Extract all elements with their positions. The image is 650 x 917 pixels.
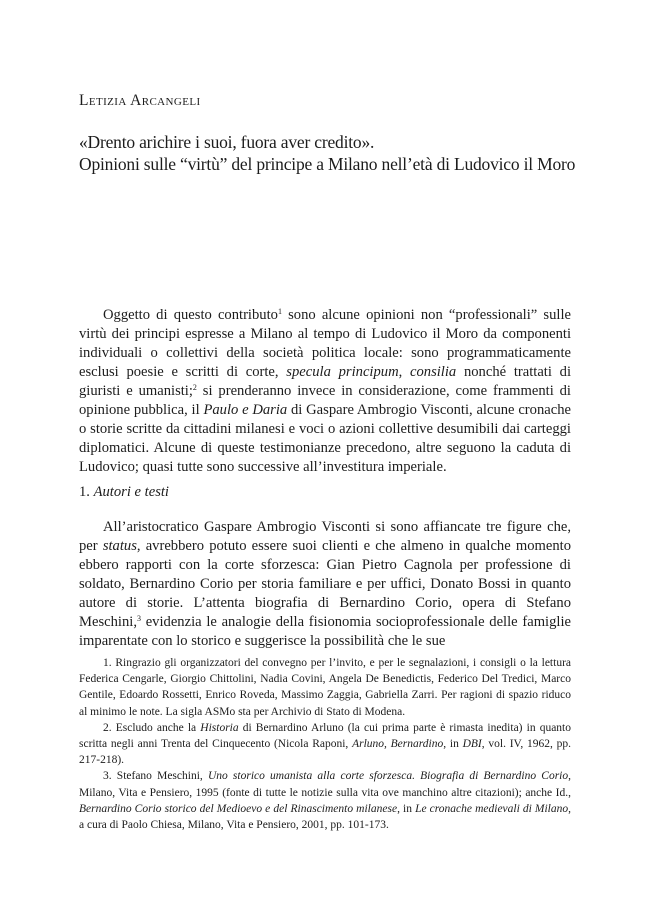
- text-run: , a cura di Paolo Chiesa, Milano, Vita e Pensiero, 2001, pp. 101-173.: [79, 802, 571, 832]
- text-run: , Milano, Vita e Pensiero, 1995 (fonte di tutte le notizie sulla vita ove manchino altre citazioni); anche Id.,: [79, 770, 571, 799]
- italic-title: Historia: [200, 721, 239, 734]
- intro-block: [79, 306, 571, 477]
- footnote-ref-2[interactable]: 2: [192, 383, 197, 392]
- section-number: 1.: [79, 484, 94, 500]
- footnote-3: [79, 768, 571, 833]
- text-run: ,: [398, 364, 410, 380]
- article-title: [79, 131, 599, 175]
- footnotes: [79, 655, 571, 833]
- text-run: di Gaspare Ambrogio Visconti, alcune cronache o storie scritte da cittadini milanesi e voci o azioni collettive desumibili dai carteggi diplomatici. Alcune di queste testimonianze precedono, altre seguono la caduta di Ludovico; quasi tutte sono successive all’investitura imperiale.: [79, 402, 571, 475]
- author-name: Letizia Arcangeli: [79, 92, 201, 109]
- footnote-ref-3[interactable]: 3: [136, 614, 141, 623]
- italic-title: Le cronache medievali di Milano: [415, 802, 569, 815]
- footnote-2: [79, 720, 571, 769]
- text-run: di Bernardino Arluno (la cui prima parte è rimasta inedita) in quanto scritta negli anni Trenta del Cinquecento (Nicola Raponi,: [79, 721, 571, 751]
- text-run: , in: [443, 738, 463, 751]
- section-paragraph: [79, 518, 571, 651]
- text-run: 2. Escludo anche la: [103, 721, 201, 734]
- text-run: 3. Stefano Meschini,: [103, 770, 208, 783]
- title-line-1: «Drento arichire i suoi, fuora aver credito».: [79, 132, 375, 152]
- italic-term: specula principum: [286, 364, 399, 380]
- italic-term: status: [102, 538, 137, 554]
- text-run: , in: [397, 802, 416, 815]
- text-run: nonché trattati di giuristi e umanisti;: [79, 364, 572, 399]
- text-run: sono alcune opinioni non “professionali” sulle virtù dei principi espresse a Milano al tempo di Ludovico il Moro da componenti individuali o collettivi della società politica locale: sono programmaticamente esclusi poesie e scritti di corte,: [79, 307, 571, 380]
- italic-title: Arluno, Bernardino: [352, 738, 444, 751]
- italic-title: Bernardino Corio storico del Medioevo e del Rinascimento milanese: [79, 802, 398, 815]
- footnote-ref-1[interactable]: 1: [277, 307, 282, 316]
- footnote-1: 1. Ringrazio gli organizzatori del convegno per l’invito, e per le segnalazioni, i consigli o la lettura Federica Cengarle, Giorgio Chittolini, Nadia Covini, Angela De Benedictis, Federico Del Tredici, Marco Gentile, Edoardo Rossetti, Enrico Roveda, Massimo Zaggia, Gabriella Zarri. Per ragioni di spazio riduco al minimo le note. La sigla ASMo sta per Archivio di Stato di Modena.: [79, 657, 571, 718]
- intro-paragraph: [79, 306, 571, 477]
- section-body: [79, 518, 571, 651]
- section-title: Autori e testi: [93, 484, 169, 500]
- italic-term: consilia: [410, 364, 457, 380]
- section-heading: [79, 484, 169, 501]
- italic-title: DBI: [462, 738, 482, 751]
- text-run: , vol. IV, 1962, pp. 217-218).: [79, 738, 571, 767]
- title-line-2: Opinioni sulle “virtù” del principe a Milano nell’età di Ludovico il Moro: [79, 154, 576, 174]
- text-run: evidenzia le analogie della fisionomia socioprofessionale delle famiglie imparentate con lo storico e suggerisce la possibilità che le sue: [79, 614, 571, 649]
- text-run: si prenderanno invece in considerazione, come frammenti di opinione pubblica, il: [79, 383, 571, 418]
- text-run: , avrebbero potuto essere suoi clienti e che almeno in qualche momento ebbero rapporti con la corte sforzesca: Gian Pietro Cagnola per professione di soldato, Bernardino Corio per storia familiare e per uffici, Donato Bossi in quanto autore di storie. L’attenta biografia di Bernardino Corio, opera di Stefano Meschini,: [79, 538, 571, 630]
- italic-title: Paulo e Daria: [203, 402, 288, 418]
- italic-title: Uno storico umanista alla corte sforzesca. Biografia di Bernardino Corio: [207, 770, 569, 783]
- text-run: Oggetto di questo contributo: [103, 307, 278, 323]
- text-run: All’aristocratico Gaspare Ambrogio Visconti si sono affiancate tre figure che, per: [79, 519, 571, 554]
